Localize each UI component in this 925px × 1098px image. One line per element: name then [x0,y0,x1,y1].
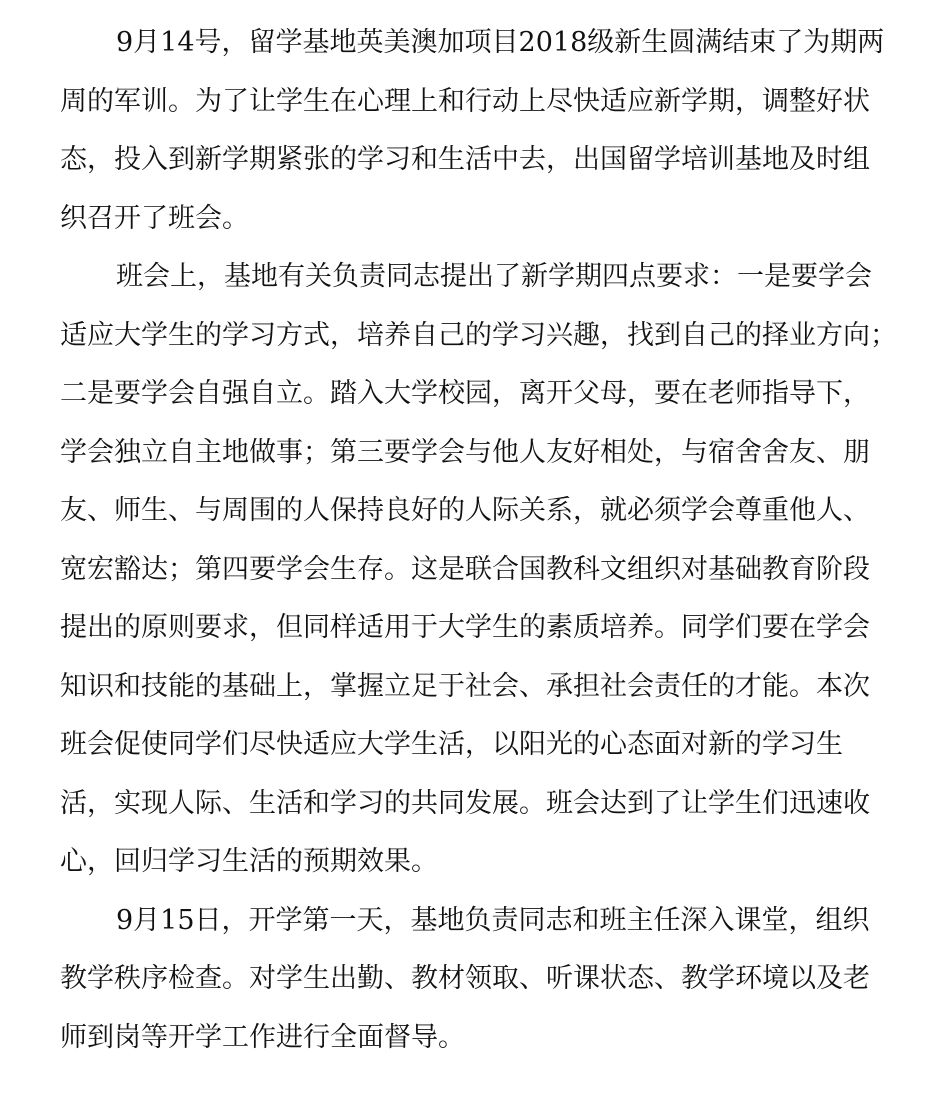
text-line: 知识和技能的基础上，掌握立足于社会、承担社会责任的才能。本次 [60,670,870,702]
text-line: 班会促使同学们尽快适应大学生活，以阳光的心态面对新的学习生 [60,729,843,760]
text-line: 教学秩序检查。对学生出勤、教材领取、听课状态、教学环境以及老 [60,963,870,994]
text-line: 周的军训。为了让学生在心理上和行动上尽快适应新学期，调整好状 [60,85,870,117]
text-line: 宽宏豁达；第四要学会生存。这是联合国教科文组织对基础教育阶段 [60,553,870,585]
text-line: 适应大学生的学习方式，培养自己的学习兴趣，找到自己的择业方向； [60,319,897,351]
text-line: 织召开了班会。 [60,202,249,234]
text-line: 心，回归学习生活的预期效果。 [60,846,438,877]
text-line: 活，实现人际、生活和学习的共同发展。班会达到了让学生们迅速收 [60,787,870,819]
text-line: 班会上，基地有关负责同志提出了新学期四点要求：一是要学会 [116,261,872,292]
text-line: 态，投入到新学期紧张的学习和生活中去，出国留学培训基地及时组 [60,144,870,175]
paragraph-first-day-inspection [60,892,870,1068]
paragraph-class-meeting [60,248,897,892]
paragraph-military-training [60,14,885,248]
text-line: 师到岗等开学工作进行全面督导。 [60,1021,465,1053]
text-line: 9月15日，开学第一天，基地负责同志和班主任深入课堂，组织 [116,904,870,936]
text-line: 学会独立自主地做事；第三要学会与他人友好相处，与宿舍舍友、朋 [60,436,870,468]
text-line: 友、师生、与周围的人保持良好的人际关系，就必须学会尊重他人、 [60,495,870,526]
text-line: 提出的原则要求，但同样适用于大学生的素质培养。同学们要在学会 [60,612,870,643]
text-line: 二是要学会自强自立。踏入大学校园，离开父母，要在老师指导下， [60,378,870,409]
text-line: 9月14号，留学基地英美澳加项目2018级新生圆满结束了为期两 [116,27,885,58]
